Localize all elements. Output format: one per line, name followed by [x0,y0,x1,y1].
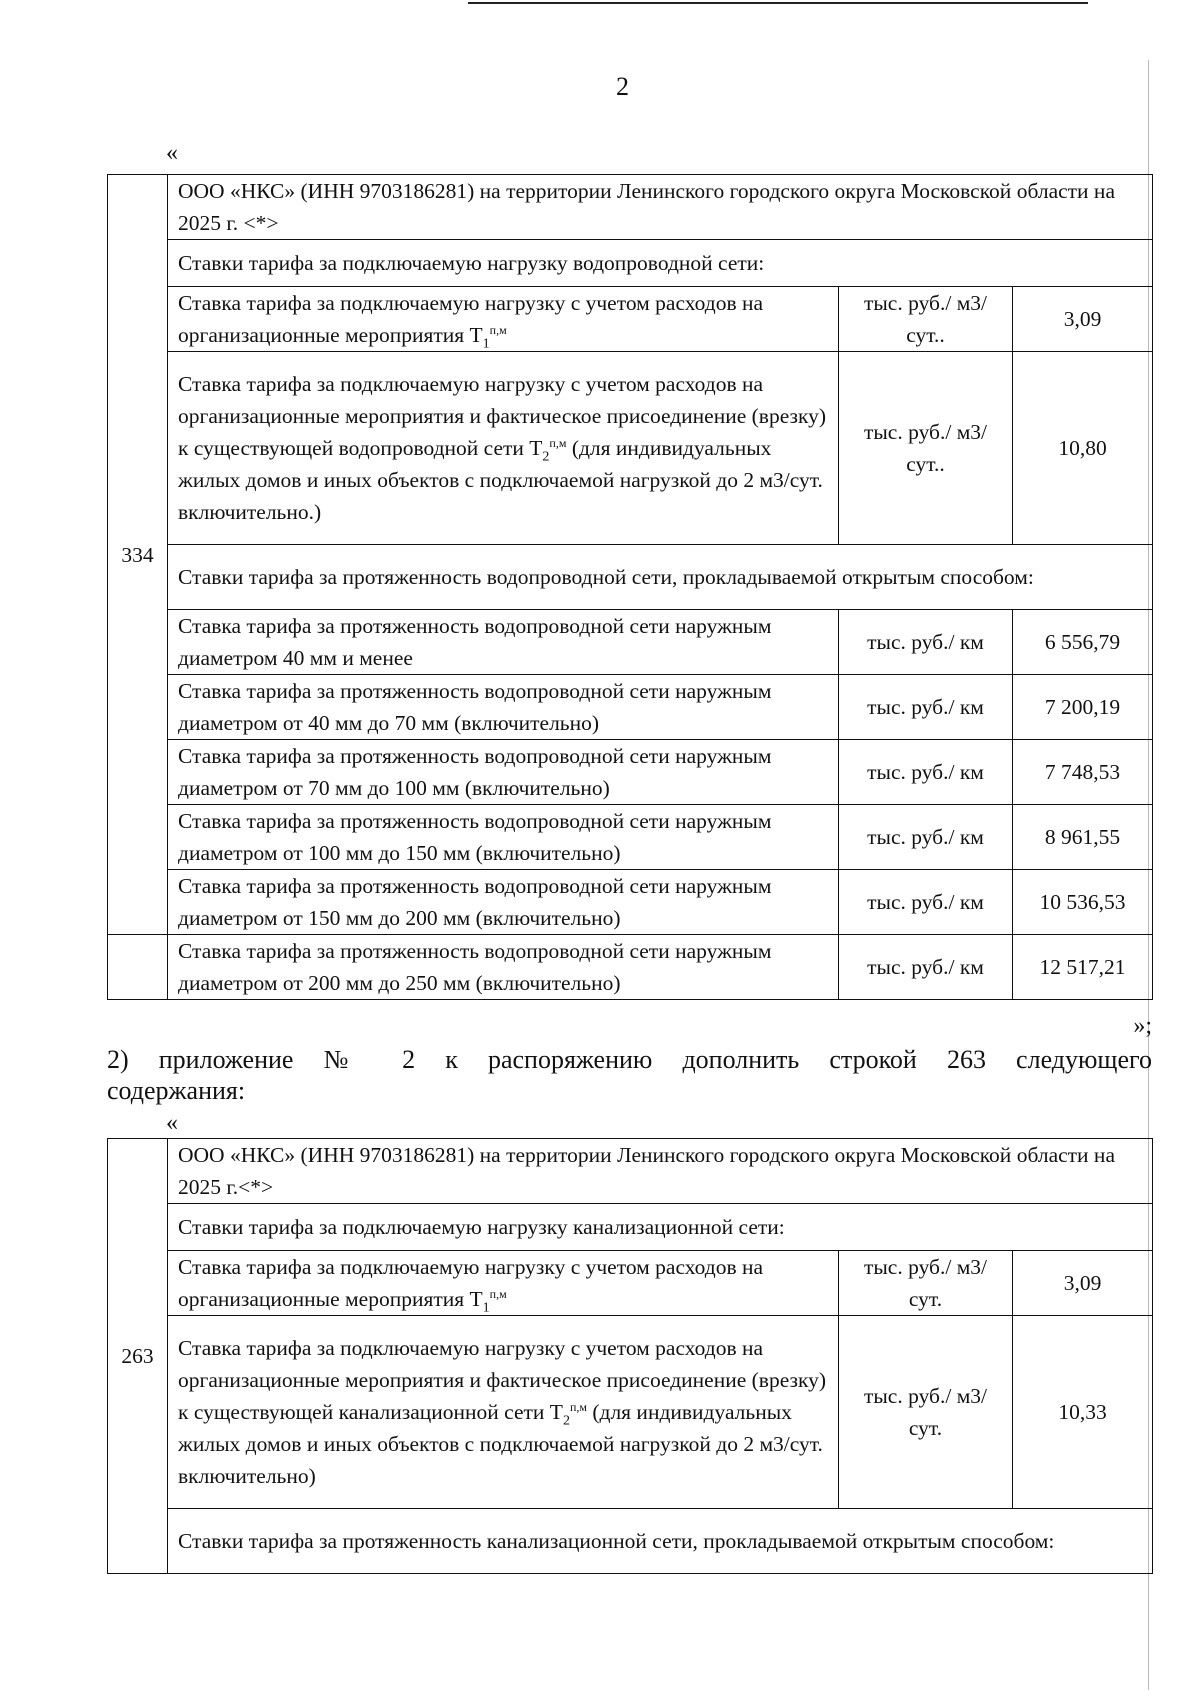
rate-value: 12 517,21 [1013,935,1153,1000]
rate-description: Ставка тарифа за протяженность водопроводной сети наружным диаметром 40 мм и менее [168,610,839,675]
amendment-paragraph: 2) приложение № 2 к распоряжению дополнить строкой 263 следующего [107,1045,1152,1074]
rate-description: Ставка тарифа за протяженность водопроводной сети наружным диаметром от 40 мм до 70 мм (включительно) [168,675,839,740]
organization-title: ООО «НКС» (ИНН 9703186281) на территории Ленинского городского округа Московской области на 2025 г.<*> [168,1139,1153,1204]
tariff-table-sewer [107,1138,1153,1574]
section-heading: Ставки тарифа за протяженность водопроводной сети, прокладываемой открытым способом: [168,545,1153,610]
table-row [108,805,1153,870]
row-number: 334 [108,175,168,935]
rate-value: 6 556,79 [1013,610,1153,675]
table-row [108,287,1153,352]
table-row [108,870,1153,935]
rate-description: Ставка тарифа за протяженность водопроводной сети наружным диаметром от 100 мм до 150 мм (включительно) [168,805,839,870]
rate-unit: тыс. руб./ м3/сут.. [839,352,1013,545]
rate-description: Ставка тарифа за протяженность водопроводной сети наружным диаметром от 200 мм до 250 мм (включительно) [168,935,839,1000]
rate-description: Ставка тарифа за подключаемую нагрузку с учетом расходов на организационные мероприятия и фактическое присоединение (врезку) к существующей канализационной сети $Т_2^{п,м}$ (для индивидуальных жилых домов и иных объектов с подключаемой нагрузкой до 2 м3/сут. включительно) [168,1316,839,1509]
table-row [108,1204,1153,1251]
rate-unit: тыс. руб./ км [839,675,1013,740]
row-number: 263 [108,1139,168,1574]
organization-title: ООО «НКС» (ИНН 9703186281) на территории Ленинского городского округа Московской области на 2025 г. <*> [168,175,1153,240]
tariff-table-water [107,174,1153,1000]
section-heading: Ставки тарифа за протяженность канализационной сети, прокладываемой открытым способом: [168,1509,1153,1574]
rate-unit: тыс. руб./ м3/сут. [839,1251,1013,1316]
rate-description: Ставка тарифа за протяженность водопроводной сети наружным диаметром от 150 мм до 200 мм (включительно) [168,870,839,935]
table-row [108,935,1153,1000]
rate-description: Ставка тарифа за подключаемую нагрузку с учетом расходов на организационные мероприятия $Т_1^{п,м}$ [168,287,839,352]
close-quote: »; [1133,1013,1152,1039]
rate-description: Ставка тарифа за протяженность водопроводной сети наружным диаметром от 70 мм до 100 мм (включительно) [168,740,839,805]
row-number-spacer [108,935,168,1000]
rate-value: 7 748,53 [1013,740,1153,805]
rate-value: 10,33 [1013,1316,1153,1509]
rate-value: 10 536,53 [1013,870,1153,935]
section-heading: Ставки тарифа за подключаемую нагрузку водопроводной сети: [168,240,1153,287]
page-number: 2 [616,72,629,101]
rate-unit: тыс. руб./ км [839,610,1013,675]
rate-unit: тыс. руб./ м3/сут.. [839,287,1013,352]
open-quote-2: « [166,1110,178,1136]
table-row [108,675,1153,740]
table-row [108,610,1153,675]
table-row [108,1316,1153,1509]
rate-unit: тыс. руб./ км [839,740,1013,805]
rate-value: 3,09 [1013,287,1153,352]
table-row [108,1139,1153,1204]
section-heading: Ставки тарифа за подключаемую нагрузку канализационной сети: [168,1204,1153,1251]
table-row [108,545,1153,610]
rate-value: 8 961,55 [1013,805,1153,870]
rate-value: 7 200,19 [1013,675,1153,740]
rate-value: 10,80 [1013,352,1153,545]
top-edge-line [468,2,1088,4]
rate-unit: тыс. руб./ км [839,935,1013,1000]
open-quote: « [166,140,178,166]
table-row [108,240,1153,287]
table-row [108,740,1153,805]
rate-unit: тыс. руб./ км [839,805,1013,870]
rate-unit: тыс. руб./ м3/сут. [839,1316,1013,1509]
table-row [108,175,1153,240]
rate-description: Ставка тарифа за подключаемую нагрузку с учетом расходов на организационные мероприятия и фактическое присоединение (врезку) к существующей водопроводной сети $Т_2^{п,м}$ (для индивидуальных жилых домов и иных объектов с подключаемой нагрузкой до 2 м3/сут. включительно.) [168,352,839,545]
rate-unit: тыс. руб./ км [839,870,1013,935]
amendment-paragraph-end: содержания: [107,1076,246,1105]
table-row [108,1251,1153,1316]
table-row [108,1509,1153,1574]
rate-description: Ставка тарифа за подключаемую нагрузку с учетом расходов на организационные мероприятия $Т_1^{п,м}$ [168,1251,839,1316]
rate-value: 3,09 [1013,1251,1153,1316]
table-row [108,352,1153,545]
